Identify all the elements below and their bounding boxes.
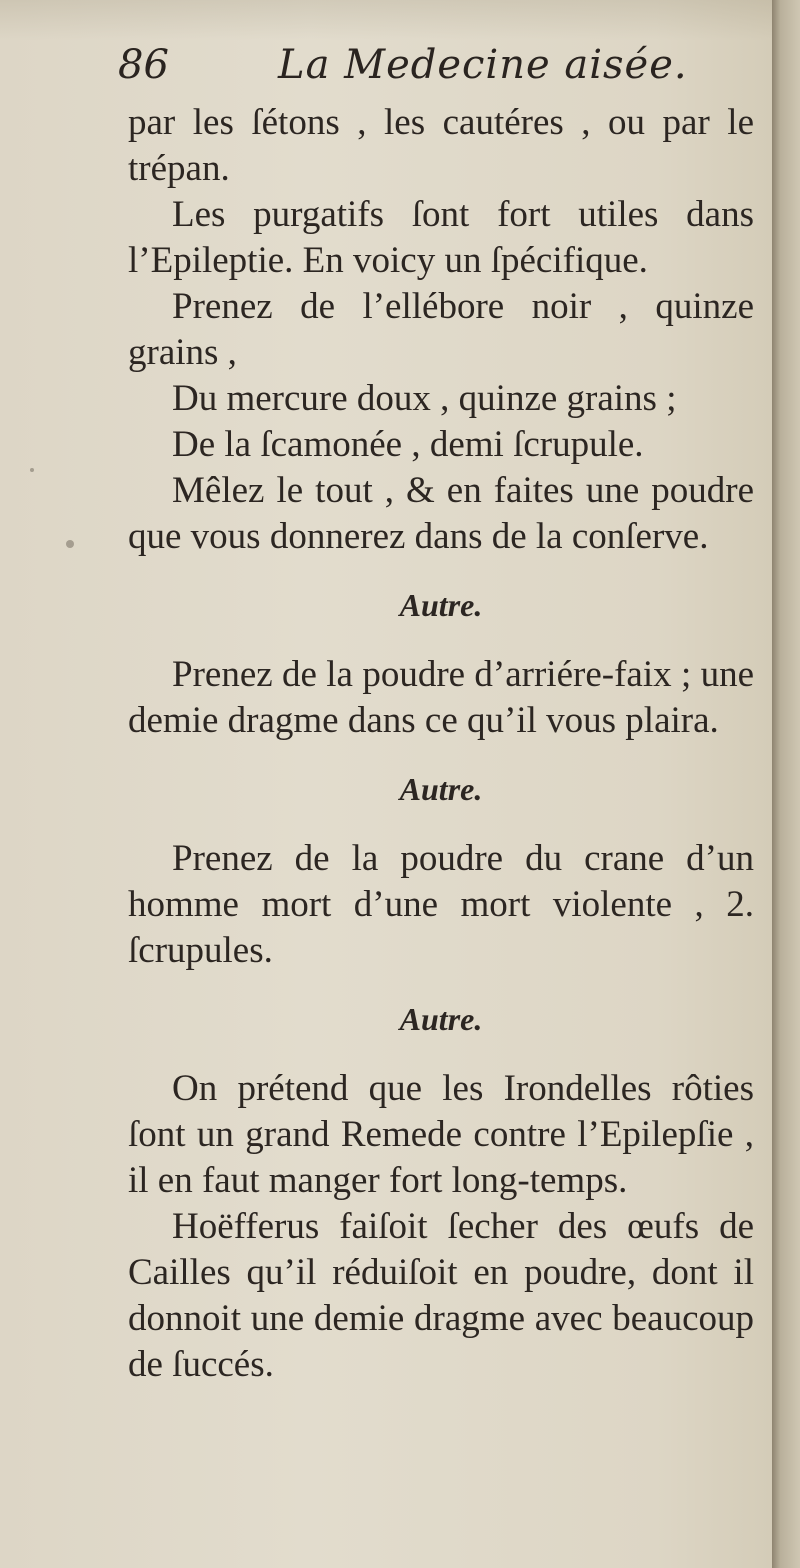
page-shadow [0,0,772,40]
ink-spot [66,540,74,548]
running-head: La Medecine aisée. [278,42,688,88]
page-edge [772,0,800,1568]
paragraph-3: Mêlez le tout , & en faites une poudre que vous donnerez dans de la conſerve. [128,470,754,557]
paragraph-1: par les ſétons , les cautéres , ou par le trépan. [128,102,754,189]
paragraph-7: Hoëfferus faiſoit ſecher des œufs de Cailles qu’il réduiſoit en poudre, dont il donnoit une demie dragme avec beaucoup de ſuccés. [128,1206,754,1385]
section-heading-1: Autre. [399,587,483,623]
ink-spot [30,468,34,472]
paragraph-2: Les purgatifs ſont fort utiles dans l’Epileptie. En voicy un ſpécifique. [128,194,754,281]
page-header [118,42,738,102]
paragraph-4: Prenez de la poudre d’arriére-faix ; une demie dragme dans ce qu’il vous plaira. [128,654,754,741]
recipe-line-3: De la ſcamonée , demi ſcrupule. [172,424,644,465]
page-body [128,100,754,1388]
page-number: 86 [118,42,169,88]
section-heading-3: Autre. [399,1001,483,1037]
recipe-line-1: Prenez de l’ellébore noir , quinze grains , [128,286,754,373]
section-heading-2: Autre. [399,771,483,807]
paragraph-5: Prenez de la poudre du crane d’un homme mort d’une mort violente , 2. ſcrupules. [128,838,754,971]
recipe-line-2: Du mercure doux , quinze grains ; [172,378,677,419]
paragraph-6: On prétend que les Irondelles rôties ſont un grand Remede contre l’Epilepſie , il en faut manger fort long-temps. [128,1068,754,1201]
